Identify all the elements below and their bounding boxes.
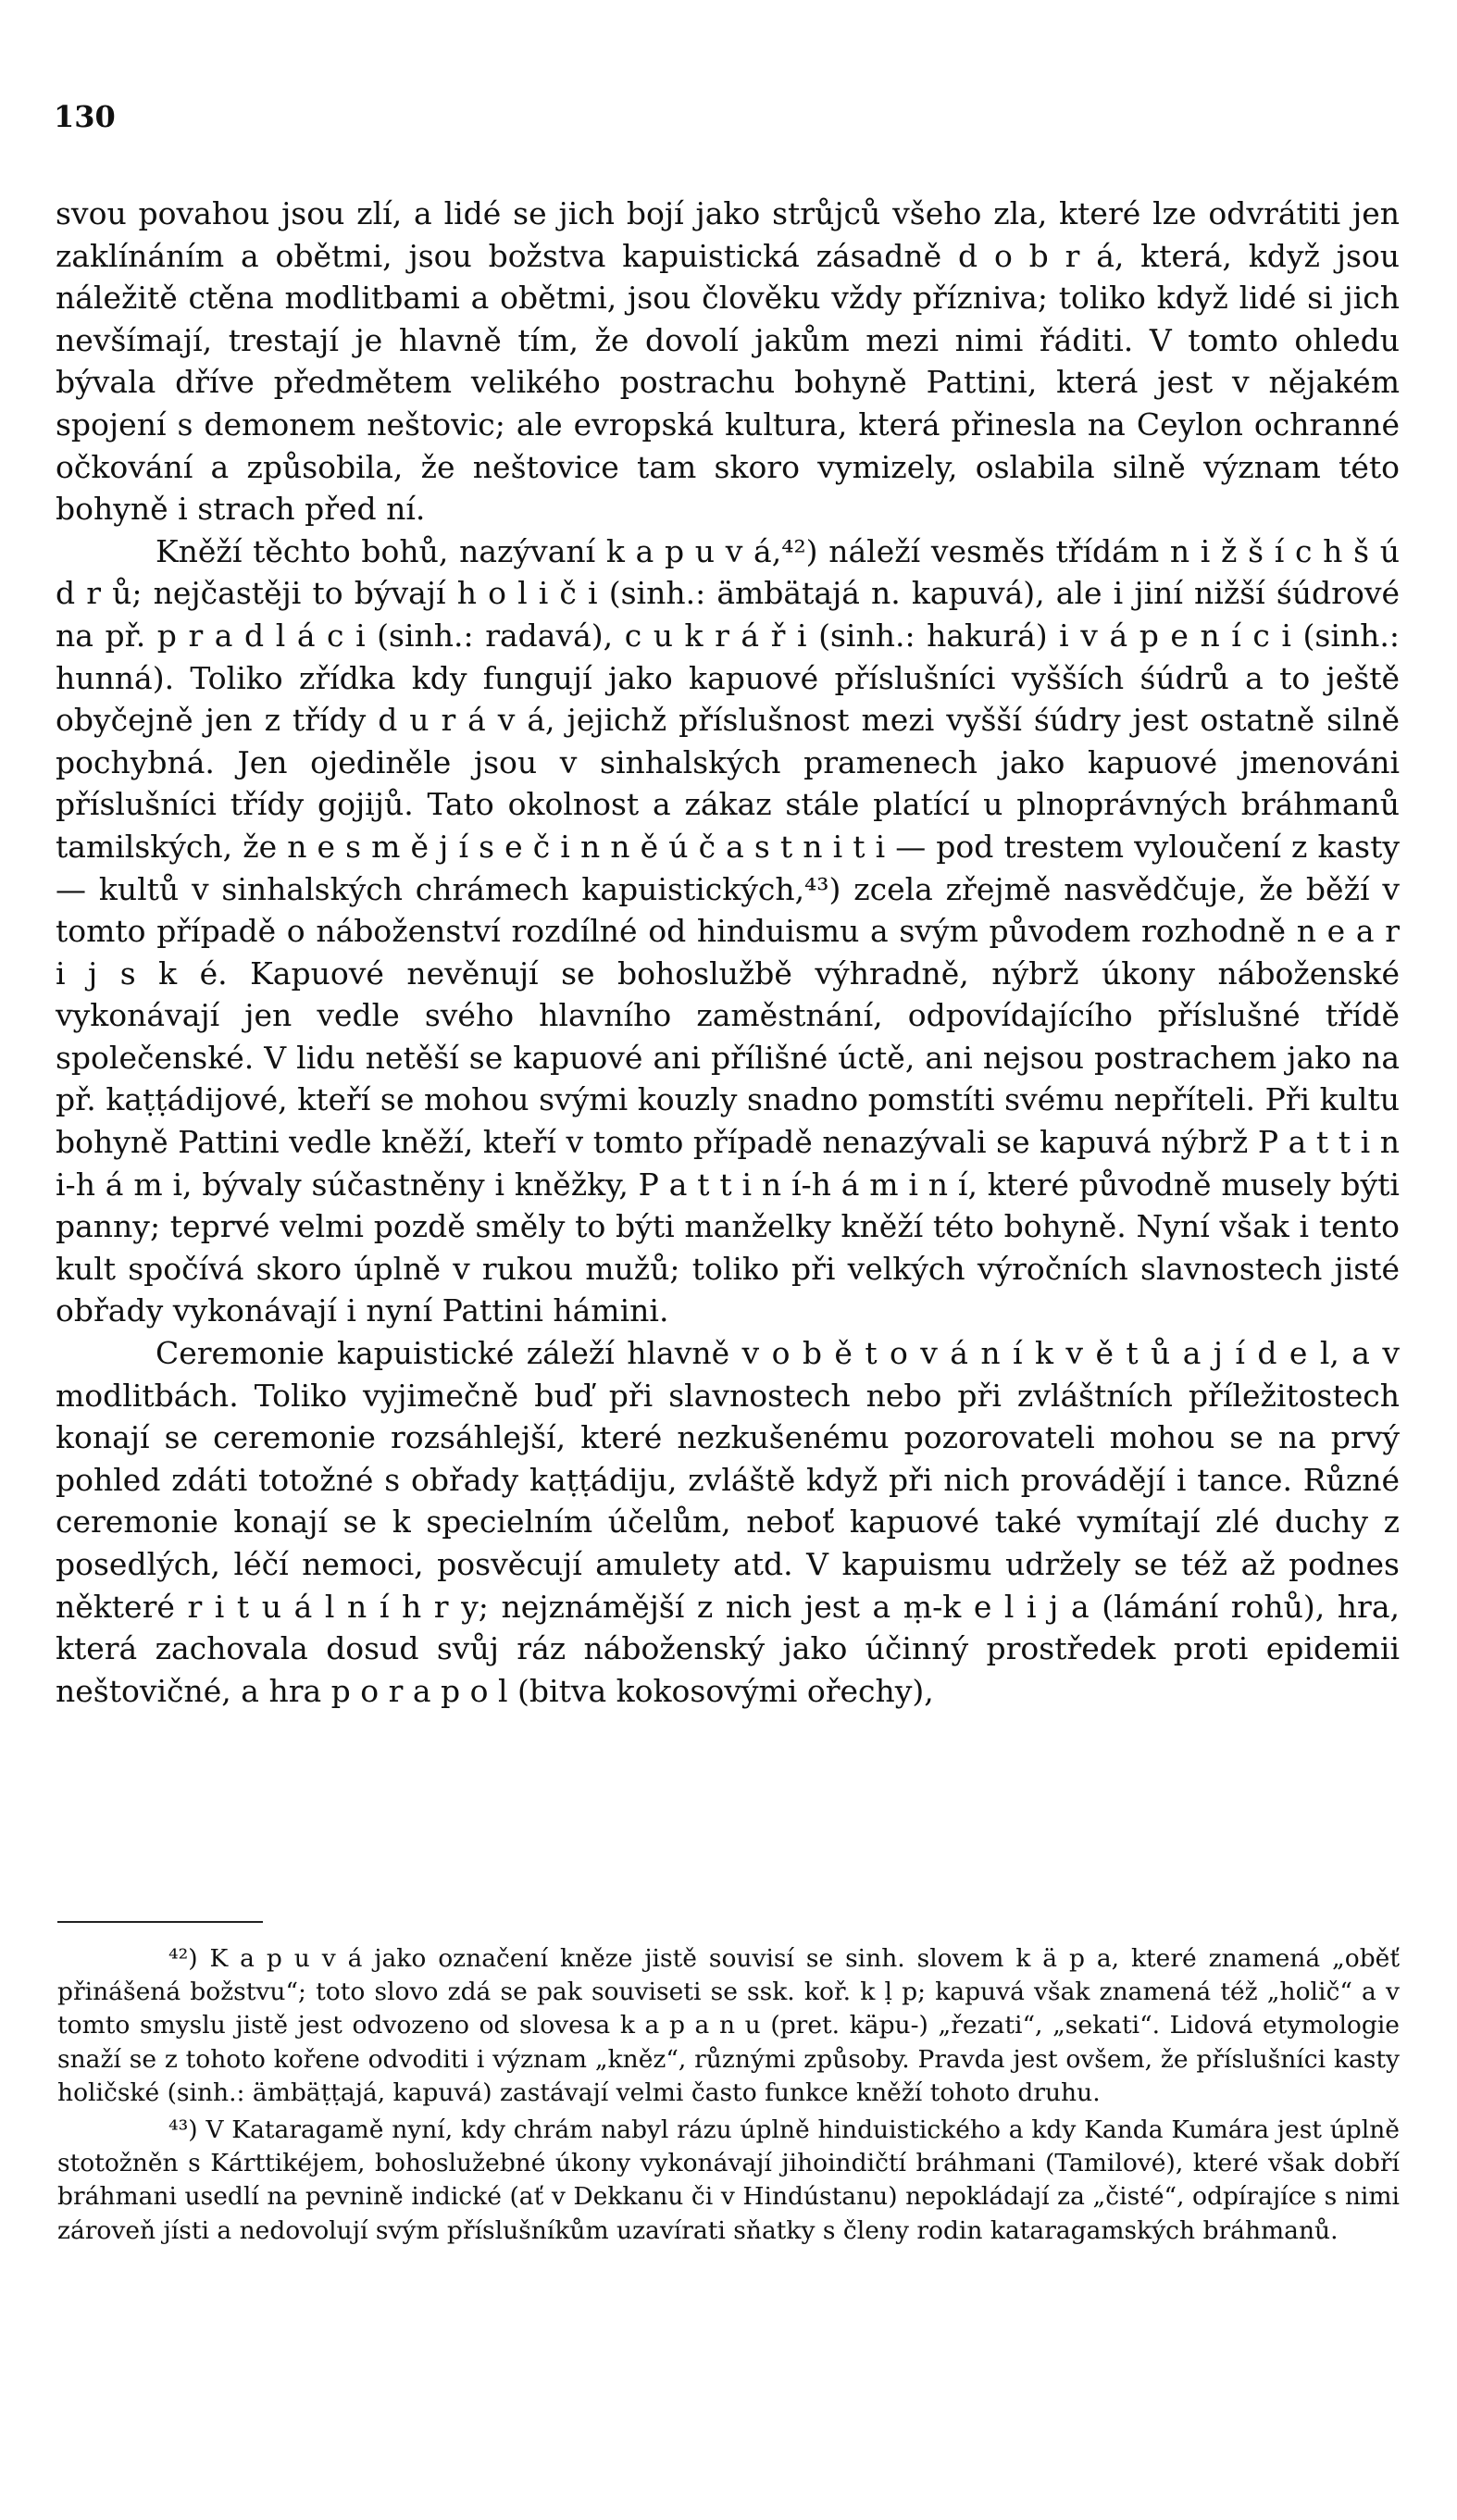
page-number: 130 <box>54 99 116 134</box>
paragraph-continued: svou povahou jsou zlí, a lidé se jich bojí jako strůjců všeho zla, které lze odvrátiti jen zaklínáním a obětmi, jsou božstva kapuistická zásadně d o b r á, která, když jsou náležitě ctěna modlitbami a obětmi, jsou člověku vždy přízniva; toliko když lidé si jich nevšímají, trestají je hlavně tím, že dovolí jakům mezi nimi řáditi. V tomto ohledu bývala dříve předmětem velikého postrachu bohyně Pattini, která jest v nějakém spojení s demonem neštovic; ale evropská kultura, která přinesla na Ceylon ochranné očkování a způsobila, že neštovice tam skoro vymizely, oslabila silně význam této bohyně i strach před ní. <box>56 195 1400 528</box>
paragraph-ceremonies: Ceremonie kapuistické záleží hlavně v o b ě t o v á n í k v ě t ů a j í d e l, a v modlitbách. Toliko vyjimečně buď při slavnostech nebo při zvláštních příležitostech konají se ceremonie rozsáhlejší, které nezkušenému pozorovateli mohou se na prvý pohled zdáti totožné s obřady kaṭṭádiju, zvláště když při nich provádějí i tance. Různé ceremonie konají se k specielním účelům, neboť kapuové také vymítají zlé duchy z posedlých, léčí nemoci, posvěcují amulety atd. V kapuismu udržely se též až podnes některé r i t u á l n í h r y; nejznámější z nich jest a ṃ-k e l i j a (lámání rohů), hra, která zachovala dosud svůj ráz náboženský jako účinný prostředek proti epidemii neštovičné, a hra p o r a p o l (bitva kokosovými ořechy), <box>56 1335 1400 1709</box>
footnote-42: ⁴²) K a p u v á jako označení kněze jistě souvisí se sinh. slovem k ä p a, které znamená „oběť přinášená božstvu“; toto slovo zdá se pak souviseti se ssk. koř. k ḷ p; kapuvá však znamená též „holič“ a v tomto smyslu jistě jest odvozeno od slovesa k a p a n u (pret. käpu-) „řezati“, „sekati“. Lidová etymologie snaží se z tohoto kořene odvoditi i význam „kněz“, různými způsoby. Pravda jest ovšem, že příslušníci kasty holičské (sinh.: ämbäṭṭajá, kapuvá) zastávají velmi často funkce kněží tohoto druhu. <box>57 1944 1400 2107</box>
footnotes <box>57 1942 1400 2252</box>
paragraph-priests: Kněží těchto bohů, nazývaní k a p u v á,⁴²) náleží vesměs třídám n i ž š í c h š ú d r ů; nejčastěji to bývají h o l i č i (sinh.: ämbätajá n. kapuvá), ale i jiní nižší śúdrové na př. p r a d l á c i (sinh.: radavá), c u k r á ř i (sinh.: hakurá) i v á p e n í c i (sinh.: hunná). Toliko zřídka kdy fungují jako kapuové příslušníci vyšších śúdrů a to ještě obyčejně jen z třídy d u r á v á, jejichž příslušnost mezi vyšší śúdry jest ostatně silně pochybná. Jen ojediněle jsou v sinhalských pramenech jako kapuové jmenováni příslušníci třídy gojijů. Tato okolnost a zákaz stále platící u plnoprávných bráhmanů tamilských, že n e s m ě j í s e č i n n ě ú č a s t n i t i — pod trestem vyloučení z kasty — kultů v sinhalských chrámech kapuistických,⁴³) zcela zřejmě nasvědčuje, že běží v tomto případě o náboženství rozdílné od hinduismu a svým původem rozhodně n e a r i j s k é. Kapuové nevěnují se bohoslužbě výhradně, nýbrž úkony náboženské vykonávají jen vedle svého hlavního zaměstnání, odpovídajícího příslušné třídě společenské. V lidu netěší se kapuové ani přílišné úctě, ani nejsou postrachem jako na př. kaṭṭádijové, kteří se mohou svými kouzly snadno pomstíti svému nepříteli. Při kultu bohyně Pattini vedle kněží, kteří v tomto případě nenazývali se kapuvá nýbrž P a t t i n i-h á m i, bývaly súčastněny i kněžky, P a t t i n í-h á m i n í, které původně musely býti panny; teprvé velmi pozdě směly to býti manželky kněží této bohyně. Nyní však i tento kult spočívá skoro úplně v rukou mužů; toliko při velkých výročních slavnostech jisté obřady vykonávají i nyní Pattini hámini. <box>56 532 1400 1329</box>
footnote-divider <box>57 1921 263 1923</box>
footnote-43: ⁴³) V Kataragamě nyní, kdy chrám nabyl rázu úplně hinduistického a kdy Kanda Kumára jest úplně stotožněn s Kárttikéjem, bohoslužebné úkony vykonávají jihoindičtí bráhmani (Tamilové), které však dobří bráhmani usedlí na pevnině indické (ať v Dekkanu či v Hindústanu) nepokládají za „čisté“, odpírajíce s nimi zároveň jísti a nedovolují svým příslušníkům uzavírati sňatky s členy rodin kataragamských bráhmanů. <box>57 2115 1400 2245</box>
body-text <box>56 193 1400 1712</box>
